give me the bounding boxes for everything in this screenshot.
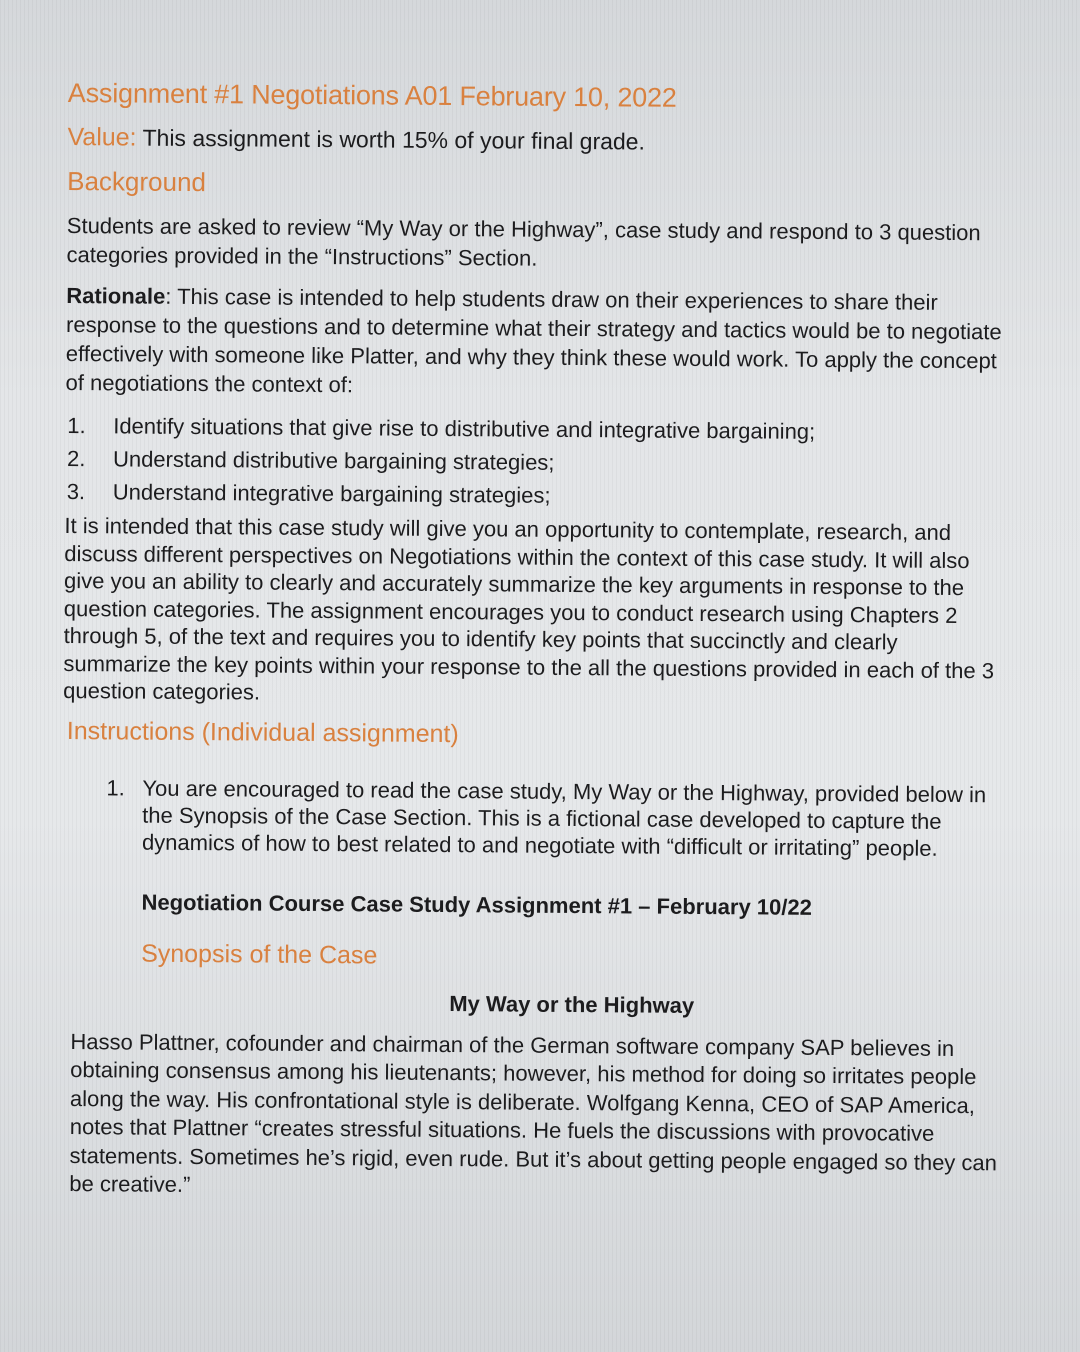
case-title: My Way or the Highway <box>449 990 695 1018</box>
list-item-number: 3. <box>66 479 86 505</box>
course-title: Negotiation Course Case Study Assignment #1 – February 10/22 <box>141 889 813 920</box>
background-heading: Background <box>67 165 207 198</box>
instruction-item <box>106 774 1005 862</box>
case-synopsis-text: Hasso Plattner, cofounder and chairman of the German software company SAP believes in obtaining consensus among his lieutenants; however, his method for doing so irritates people along the way. His confrontational style is deliberate. Wolfgang Kenna, CEO of SAP America, notes that Plattner “creates stressful situations. He fuels the discussions with provocative statements. Sometimes he’s rigid, even rude. But it’s about getting people engaged so they can be creative.” <box>69 1028 998 1197</box>
assignment-title: Assignment #1 Negotiations A01 February 10, 2022 <box>67 78 677 113</box>
synopsis-heading: Synopsis of the Case <box>141 939 378 969</box>
list-item-text: Understand distributive bargaining strategies; <box>112 446 555 475</box>
value-label: Value: <box>67 122 137 152</box>
learning-outcomes-list <box>65 409 1008 515</box>
background-text: Students are asked to review “My Way or the Highway”, case study and respond to 3 question categories provided in the “Instructions” Section. <box>66 212 981 271</box>
intent-paragraph: It is intended that this case study will give you an opportunity to contemplate, research, and discuss different perspectives on Negotiations within the context of this case study. It will also give you an ability to clearly and accurately summarize the key arguments in response to the question categories. The assignment encourages you to conduct research using Chapters 2 through 5, of the text and requires you to identify key points that succinctly and clearly summarize the key points within your response to the all the questions provided in each of the 3 question categories. <box>63 512 995 705</box>
list-item-number: 2. <box>66 446 86 472</box>
document-body <box>59 78 1010 1206</box>
rationale-label: Rationale <box>66 282 166 309</box>
list-item <box>65 475 1007 515</box>
list-item-text: Understand integrative bargaining strategies; <box>112 479 551 508</box>
instruction-text: You are encouraged to read the case study, My Way or the Highway, provided below in the Synopsis of the Case Section. This is a fictional case developed to capture the dynamics of how to best related to and negotiate with “difficult or irritating” people. <box>141 775 987 861</box>
instructions-heading: Instructions (Individual assignment) <box>66 716 459 748</box>
value-line <box>67 123 1009 159</box>
value-text: This assignment is worth 15% of your final grade. <box>136 124 646 155</box>
list-item-number: 1. <box>67 413 86 439</box>
instruction-number: 1. <box>106 774 125 800</box>
rationale-text: : This case is intended to help students draw on their experiences to share their response to the questions and to determine what their strategy and tactics would be to negotiate effectively with someone like Platter, and why they think these would work. To apply the concept of negotiations the context of: <box>65 283 1002 398</box>
rationale-paragraph <box>65 281 1008 404</box>
list-item-text: Identify situations that give rise to distributive and integrative bargaining; <box>113 413 816 444</box>
